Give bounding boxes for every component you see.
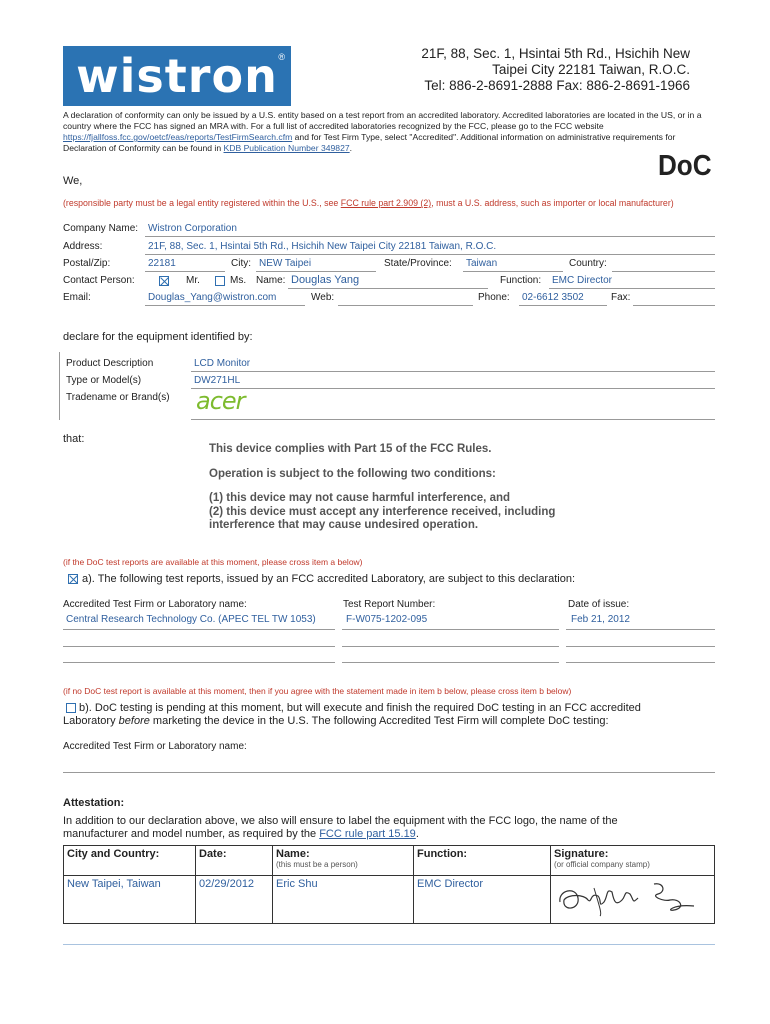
attestation-line-2 — [63, 828, 723, 841]
firm-line-3 — [63, 662, 335, 663]
option-a-checkbox[interactable] — [68, 574, 78, 584]
address-line-2: Taipei City 22181 Taiwan, R.O.C. — [492, 62, 690, 77]
postal-value[interactable]: 22181 — [148, 258, 176, 269]
country-label: Country: — [569, 258, 607, 269]
fax-label: Fax: — [611, 292, 631, 303]
address-line-1: 21F, 88, Sec. 1, Hsintai 5th Rd., Hsichih New — [421, 46, 690, 61]
report-number-col-label: Test Report Number: — [343, 599, 436, 610]
compliance-line-3: (1) this device may not cause harmful interference, and — [209, 492, 511, 504]
address-line — [145, 254, 715, 255]
attestation-title: Attestation: — [63, 797, 125, 809]
state-value[interactable]: Taiwan — [466, 258, 498, 269]
option-a-note: (if the DoC test reports are available at this moment, please cross item a below) — [63, 557, 363, 567]
compliance-line-2: Operation is subject to the following two conditions: — [209, 467, 496, 480]
city-line — [256, 271, 376, 272]
test-firm-value[interactable]: Central Research Technology Co. (APEC TEL TW 1053) — [66, 614, 316, 625]
fax-line — [633, 305, 715, 306]
signature-header-note: (or official company stamp) — [554, 860, 650, 869]
option-b-line-1: b). DoC testing is pending at this moment, but will execute and finish the required DoC testing in an FCC accredited — [79, 702, 641, 714]
kdb-publication-link[interactable]: KDB Publication Number 349827 — [223, 143, 350, 153]
date-line-2 — [566, 646, 715, 647]
attestation-line-2-post: . — [415, 828, 419, 840]
report-number-value[interactable]: F-W075-1202-095 — [346, 614, 428, 625]
function-line — [549, 288, 715, 289]
date-issue-col-label: Date of issue: — [568, 599, 630, 610]
address-label: Address: — [63, 241, 103, 252]
report-line-1 — [342, 629, 559, 630]
we-label: We, — [63, 175, 83, 187]
city-label: City: — [231, 258, 251, 269]
product-line — [191, 371, 715, 372]
company-name-line — [145, 236, 715, 237]
mr-checkbox[interactable] — [159, 276, 169, 286]
option-b-line-2-post: marketing the device in the U.S. The following Accredited Test Firm will complete DoC testing: — [149, 715, 609, 727]
contact-name-value[interactable]: Douglas Yang — [291, 274, 360, 286]
date-line-1 — [566, 629, 715, 630]
fcc-rule-2909-link[interactable]: FCC rule part 2.909 (2) — [340, 198, 432, 208]
company-name-label: Company Name: — [63, 223, 139, 234]
date-value[interactable]: 02/29/2012 — [196, 876, 273, 924]
brand-label: Tradename or Brand(s) — [66, 392, 170, 403]
signature-header: Signature: (or official company stamp) — [551, 846, 715, 876]
attestation-value-row — [64, 876, 715, 924]
company-name-value[interactable]: Wistron Corporation — [148, 223, 237, 234]
ms-label: Ms. — [230, 275, 247, 286]
brand-line — [191, 419, 715, 420]
contact-name-label: Name: — [256, 275, 286, 286]
intro-text-3: . — [349, 143, 353, 153]
function-value[interactable]: EMC Director — [552, 275, 613, 286]
name-value[interactable]: Eric Shu — [273, 876, 414, 924]
product-value[interactable]: LCD Monitor — [194, 358, 251, 369]
address-line-3: Tel: 886-2-8691-2888 Fax: 886-2-8691-1966 — [424, 78, 690, 93]
product-label: Product Description — [66, 358, 154, 369]
option-a-text: a). The following test reports, issued by an FCC accredited Laboratory, are subject to this declaration: — [82, 573, 576, 585]
option-b-line-2 — [63, 715, 723, 728]
email-value[interactable]: Douglas_Yang@wistron.com — [148, 292, 277, 303]
report-line-3 — [342, 662, 559, 663]
option-b-line-2-pre: Laboratory — [63, 715, 119, 727]
firm-line-2 — [63, 646, 335, 647]
option-b-firm-line — [63, 772, 715, 773]
attestation-text — [63, 815, 723, 841]
intro-text-1: A declaration of conformity can only be issued by a U.S. entity based on a test report from an accredited laboratory. Accredited laboratories are located in the US, or in a country where the FCC has signed an MRA with. For a full list of accredited laboratories recognized by the FCC, please go to the FCC website — [63, 110, 702, 131]
address-value[interactable]: 21F, 88, Sec. 1, Hsintai 5th Rd., Hsichih New Taipei City 22181 Taiwan, R.O.C. — [148, 241, 497, 252]
date-line-3 — [566, 662, 715, 663]
bottom-divider — [63, 944, 715, 945]
web-line — [338, 305, 473, 306]
date-header: Date: — [196, 846, 273, 876]
country-line — [612, 271, 715, 272]
responsible-post: , must a U.S. address, such as importer or local manufacturer) — [431, 198, 674, 208]
attestation-line-1: In addition to our declaration above, we also will ensure to label the equipment with the FCC logo, the name of the — [63, 815, 618, 827]
option-b-text — [63, 702, 723, 728]
option-b-line-2-em: before — [118, 715, 150, 727]
equipment-left-border — [59, 352, 60, 420]
compliance-statement — [209, 443, 555, 533]
email-line — [145, 305, 305, 306]
compliance-line-1: This device complies with Part 15 of the FCC Rules. — [209, 443, 492, 455]
model-label: Type or Model(s) — [66, 375, 142, 386]
wistron-logo — [63, 46, 291, 106]
report-line-2 — [342, 646, 559, 647]
web-label: Web: — [311, 292, 335, 303]
city-value[interactable]: NEW Taipei — [259, 258, 312, 269]
email-label: Email: — [63, 292, 91, 303]
model-value[interactable]: DW271HL — [194, 375, 241, 386]
ms-checkbox[interactable] — [215, 276, 225, 286]
attestation-line-2-pre: manufacturer and model number, as required by the — [63, 828, 320, 840]
fcc-test-firm-link[interactable]: https://fjallfoss.fcc.gov/oetcf/eas/reports/TestFirmSearch.cfm — [63, 132, 293, 142]
phone-line — [519, 305, 607, 306]
responsible-party-note — [63, 198, 674, 208]
mr-label: Mr. — [186, 275, 200, 286]
model-line — [191, 388, 715, 389]
responsible-pre: (responsible party must be a legal entity registered within the U.S., see — [63, 198, 341, 208]
compliance-line-4: (2) this device must accept any interference received, including — [209, 505, 556, 518]
attestation-header-row — [64, 846, 715, 876]
registered-mark-icon: ® — [278, 52, 285, 62]
test-firm-col-label: Accredited Test Firm or Laboratory name: — [63, 599, 247, 610]
firm-line-1 — [63, 629, 335, 630]
option-b-firm-label: Accredited Test Firm or Laboratory name: — [63, 741, 247, 752]
state-line — [463, 271, 563, 272]
phone-value[interactable]: 02-6612 3502 — [522, 292, 584, 303]
state-label: State/Province: — [384, 258, 452, 269]
function-label: Function: — [500, 275, 542, 286]
contact-name-line — [288, 288, 488, 289]
city-country-value[interactable]: New Taipei, Taiwan — [64, 876, 196, 924]
postal-line — [145, 271, 225, 272]
attestation-table — [63, 845, 715, 924]
intro-text-2: and for Test Firm Type, select "Accredited". Additional information on administrative requirements for Declaration of Conformity can be found in — [63, 132, 676, 153]
signature-cell[interactable] — [551, 876, 715, 924]
date-issue-value[interactable]: Feb 21, 2012 — [571, 614, 630, 625]
name-header-note: (this must be a person) — [276, 860, 358, 869]
function-value-cell[interactable]: EMC Director — [414, 876, 551, 924]
company-address-block — [330, 46, 690, 94]
city-country-header: City and Country: — [64, 846, 196, 876]
contact-person-label: Contact Person: — [63, 275, 135, 286]
wistron-logo-text: wistron — [76, 49, 278, 103]
acer-logo: acer — [196, 387, 245, 415]
phone-label: Phone: — [478, 292, 510, 303]
intro-paragraph — [63, 110, 716, 154]
declare-text: declare for the equipment identified by: — [63, 331, 253, 343]
fcc-rule-1519-link[interactable]: FCC rule part 15.19 — [319, 828, 416, 840]
signature-image — [554, 878, 704, 918]
option-b-note: (if no DoC test report is available at this moment, then if you agree with the statement made in item b below, please cross item b below) — [63, 686, 572, 696]
name-header: Name: (this must be a person) — [273, 846, 414, 876]
compliance-line-5: interference that may cause undesired operation. — [209, 519, 479, 531]
that-label: that: — [63, 433, 85, 445]
doc-title: DoC — [658, 150, 712, 182]
function-header: Function: — [414, 846, 551, 876]
postal-label: Postal/Zip: — [63, 258, 111, 269]
